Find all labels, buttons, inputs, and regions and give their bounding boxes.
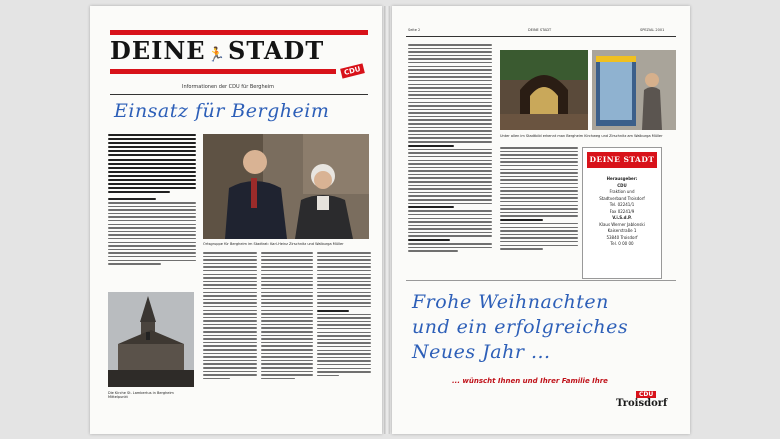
divider (110, 94, 368, 95)
imprint-line: Tel. 02241/1 (609, 202, 635, 207)
article-column-3 (261, 252, 313, 381)
tunnel-photo (500, 50, 588, 130)
imprint-label: Herausgeber: (606, 176, 638, 181)
greeting-line-1: Frohe Weihnachten (412, 291, 609, 313)
bullet-heading (108, 198, 156, 200)
running-header: DEINE STADT (528, 28, 552, 32)
imprint-line: Fraktion und (609, 189, 635, 194)
greeting-line-3: Neues Jahr ... (412, 341, 551, 363)
page-number: Seite 2 (408, 28, 421, 32)
phone-booth-photo (592, 50, 676, 130)
imprint-line: Fax 02241/9 (609, 208, 635, 214)
masthead-bottom-bar (110, 69, 336, 74)
masthead (110, 30, 368, 80)
page-headline: Einsatz für Bergheim (114, 100, 330, 122)
church-photo (108, 292, 194, 387)
logo-badge: CDU (636, 391, 656, 398)
imprint-line: Stadtverband Troisdorf (599, 195, 645, 201)
imprint-line: Tel. 0 00 00 (610, 241, 634, 246)
page-spine (384, 6, 390, 434)
imprint-line: Kaiserstraße 1 (607, 228, 637, 233)
imprint-line: Klaus Werner Jablonski (599, 221, 645, 227)
imprint-details (583, 176, 661, 248)
logo-city: Troisdorf (616, 398, 668, 409)
church-photo-image (108, 292, 194, 387)
church-caption: Die Kirche St. Lambertus in Bergheim Mittelpunkt (108, 391, 174, 399)
imprint-title: DEINE STADT (587, 152, 657, 168)
tunnel-photo-image (500, 50, 588, 130)
header-rule (406, 36, 676, 37)
imprint-line: V.i.S.d.P. (612, 215, 632, 220)
cdu-badge: CDU (340, 63, 364, 78)
greeting-line-2: und ein erfolgreiches (412, 316, 629, 338)
portrait-caption: Ortsgruppe für Bergheim im Stadtrat: Karl-Heinz Zirschnitz und Walburga Müller (203, 242, 344, 246)
imprint-line: CDU (617, 182, 627, 188)
article-column-2 (203, 252, 257, 381)
right-column-2 (500, 147, 578, 252)
left-newspaper-page (90, 6, 382, 434)
wish-line: ... wünscht Ihnen und Ihrer Familie Ihre (452, 377, 608, 385)
portrait-photo-image (203, 134, 369, 239)
masthead-title: DEINE 🏃STADT (110, 36, 325, 65)
article-column-4 (317, 252, 371, 378)
intro-text (108, 134, 196, 267)
masthead-top-bar (110, 30, 368, 35)
masthead-subtitle: Informationen der CDU für Bergheim (182, 84, 274, 90)
imprint-line: 53840 Troisdorf (606, 234, 638, 240)
right-column-1 (408, 44, 492, 254)
phone-booth-photo-image (592, 50, 676, 130)
right-newspaper-page (392, 6, 690, 434)
photos-caption: Unter allen im Stadtbild erkennt man Bergheim Kirchweg und Zirschnitz am Walburga Müller (500, 134, 663, 138)
runner-icon: 🏃 (207, 47, 226, 63)
issue-label: SPEZIAL 2001 (640, 28, 665, 32)
portrait-photo (203, 134, 369, 239)
imprint-box (582, 147, 662, 279)
greeting-divider (406, 280, 676, 281)
